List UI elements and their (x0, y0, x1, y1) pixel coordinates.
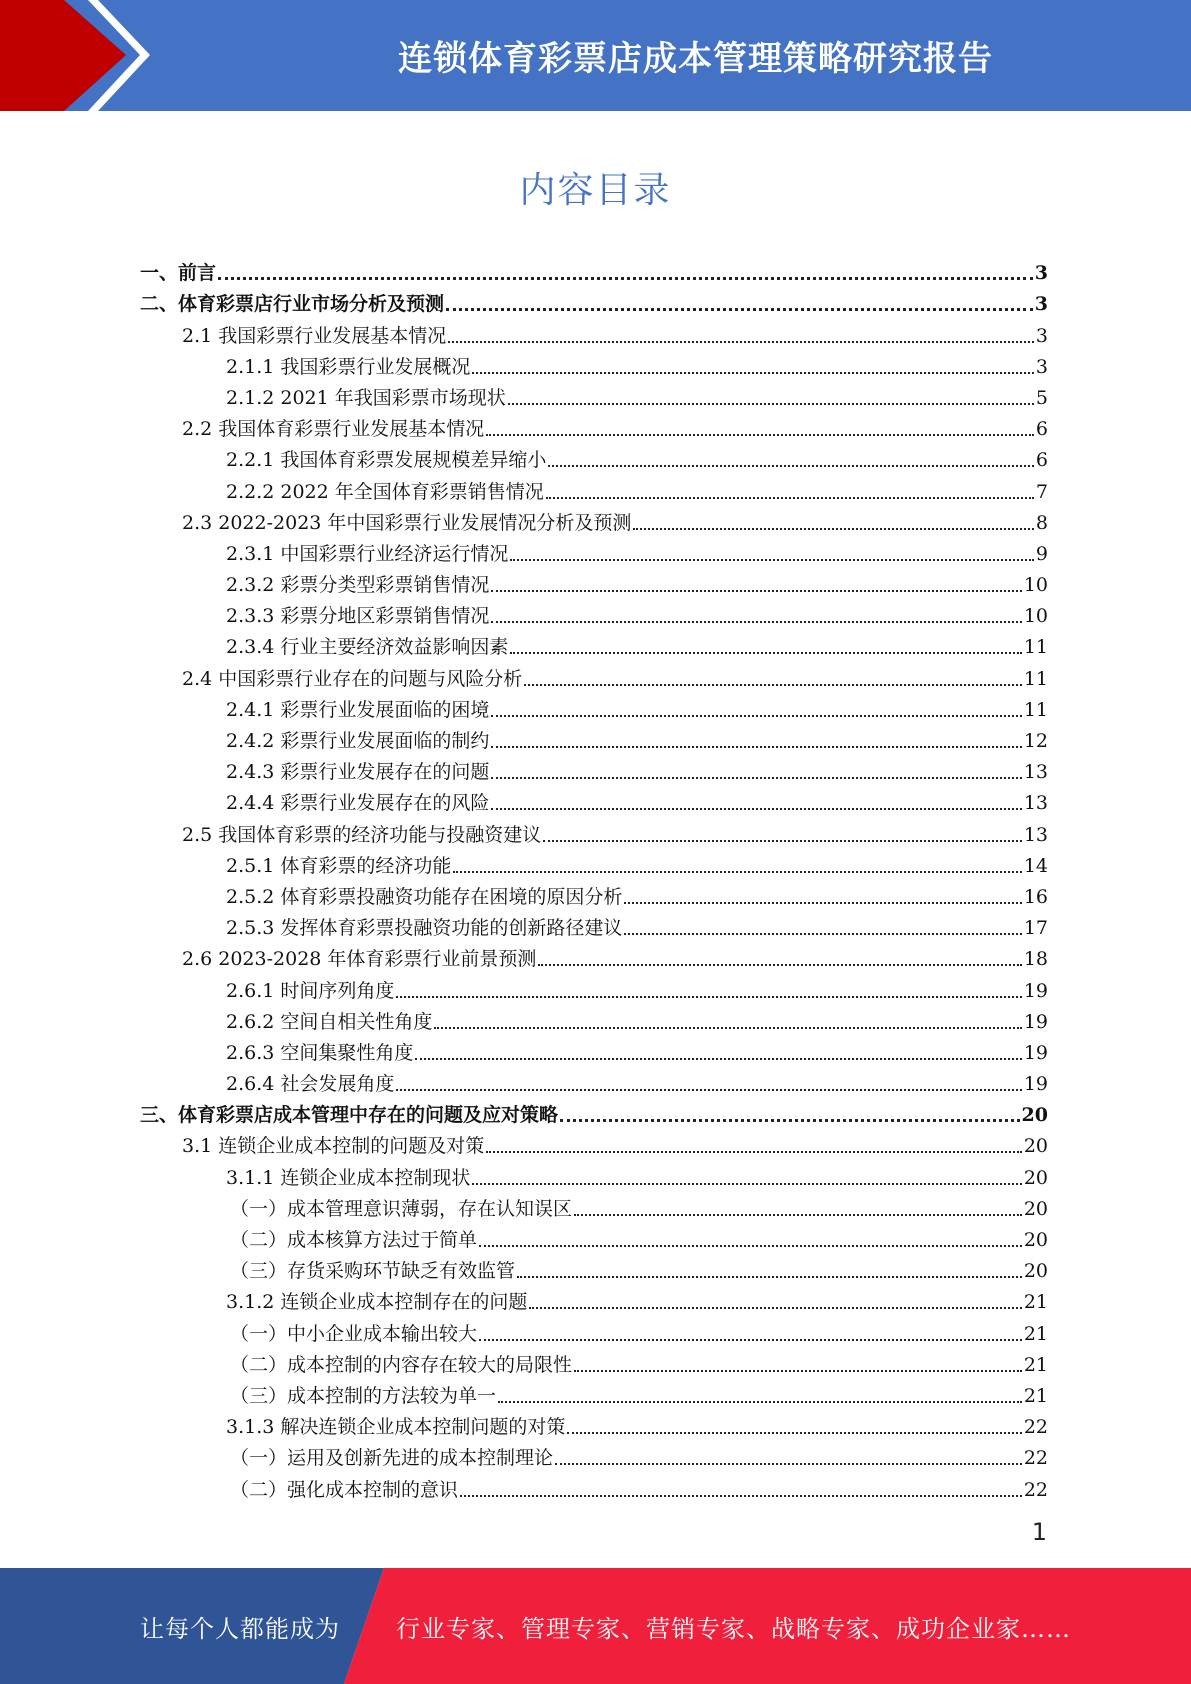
toc-entry-label: （二）强化成本控制的意识 (230, 1478, 459, 1501)
toc-entry[interactable] (140, 1158, 1048, 1189)
toc-entry[interactable] (140, 909, 1048, 940)
toc-entry-label: 2.4.1 彩票行业发展面临的困境 (226, 698, 490, 721)
toc-leader-dots (472, 1183, 1021, 1185)
toc-entry-label: 2.3.1 中国彩票行业经济运行情况 (226, 542, 509, 565)
toc-entry-label: 2.6.3 空间集聚性角度 (226, 1041, 414, 1064)
toc-entry[interactable] (140, 1470, 1048, 1501)
toc-entry-page: 6 (1035, 449, 1048, 472)
toc-entry-page: 22 (1023, 1478, 1048, 1501)
toc-leader-dots (453, 871, 1021, 873)
toc-entry-label: 2.6.4 社会发展角度 (226, 1073, 395, 1096)
toc-entry[interactable] (140, 847, 1048, 878)
toc-entry-page: 9 (1035, 542, 1048, 565)
toc-entry-page: 14 (1023, 854, 1048, 877)
toc-entry[interactable] (140, 535, 1048, 566)
footer-slogan-left: 让每个人都能成为 (140, 1614, 340, 1643)
toc-entry-label: 2.2.2 2022 年全国体育彩票销售情况 (226, 480, 544, 503)
report-title: 连锁体育彩票店成本管理策略研究报告 (398, 39, 993, 79)
toc-entry-page: 8 (1035, 511, 1048, 534)
toc-entry-page: 19 (1023, 1010, 1048, 1033)
toc-entry[interactable] (140, 1439, 1048, 1470)
toc-entry-page: 11 (1023, 636, 1048, 659)
toc-leader-dots (529, 1307, 1021, 1309)
toc-entry[interactable] (140, 659, 1048, 690)
toc-entry-page: 13 (1023, 792, 1048, 815)
toc-entry-label: 3.1.3 解决连锁企业成本控制问题的对策 (226, 1416, 566, 1439)
toc-leader-dots (396, 996, 1021, 998)
toc-entry-page: 5 (1035, 386, 1048, 409)
toc-entry[interactable] (140, 1221, 1048, 1252)
toc-entry-label: 2.6.1 时间序列角度 (226, 979, 395, 1002)
toc-entry-page: 7 (1035, 480, 1048, 503)
toc-leader-dots (624, 902, 1021, 904)
toc-entry[interactable] (140, 379, 1048, 410)
toc-entry[interactable] (140, 1408, 1048, 1439)
toc-entry-page: 20 (1023, 1197, 1048, 1220)
toc-entry[interactable] (140, 878, 1048, 909)
toc-entry-label: 2.2 我国体育彩票行业发展基本情况 (182, 418, 485, 441)
toc-entry-page: 3 (1034, 293, 1048, 316)
toc-entry-page: 20 (1021, 1104, 1048, 1127)
toc-entry-label: 2.3.4 行业主要经济效益影响因素 (226, 636, 509, 659)
toc-entry[interactable] (140, 1034, 1048, 1065)
toc-entry-label: 2.5.1 体育彩票的经济功能 (226, 854, 452, 877)
toc-entry-label: 3.1.2 连锁企业成本控制存在的问题 (226, 1291, 528, 1314)
toc-entry-page: 21 (1023, 1353, 1048, 1376)
toc-leader-dots (560, 1119, 1020, 1122)
toc-entry-label: 2.1.2 2021 年我国彩票市场现状 (226, 386, 506, 409)
toc-entry-page: 11 (1023, 698, 1048, 721)
toc-entry-label: 2.4.2 彩票行业发展面临的制约 (226, 730, 490, 752)
toc-entry-page: 3 (1035, 355, 1048, 378)
table-of-contents (140, 254, 1048, 1502)
toc-entry[interactable] (140, 815, 1048, 846)
toc-entry-page: 19 (1023, 1041, 1048, 1064)
toc-leader-dots (508, 403, 1034, 405)
toc-entry-page: 17 (1023, 917, 1048, 940)
toc-leader-dots (434, 1027, 1021, 1029)
toc-leader-dots (538, 964, 1021, 966)
toc-entry-label: 2.5 我国体育彩票的经济功能与投融资建议 (182, 823, 542, 846)
toc-leader-dots (543, 840, 1022, 842)
footer-slogan-right: 行业专家、管理专家、营销专家、战略专家、成功企业家…… (396, 1614, 1071, 1643)
toc-leader-dots (218, 277, 1033, 280)
toc-leader-dots (486, 434, 1034, 436)
toc-leader-dots (491, 621, 1021, 623)
toc-entry[interactable] (140, 1003, 1048, 1034)
toc-entry[interactable] (140, 597, 1048, 628)
toc-entry-page: 18 (1023, 948, 1048, 971)
toc-entry-label: （二）成本控制的内容存在较大的局限性 (230, 1353, 573, 1376)
toc-entry[interactable] (140, 1377, 1048, 1408)
toc-entry[interactable] (140, 1127, 1048, 1158)
toc-heading: 内容目录 (519, 170, 672, 211)
toc-leader-dots (446, 308, 1033, 311)
toc-entry-page: 20 (1023, 1229, 1048, 1251)
footer-band (0, 1568, 1191, 1684)
toc-entry-label: （三）存货采购环节缺乏有效监管 (230, 1260, 516, 1283)
toc-entry[interactable] (140, 940, 1048, 971)
toc-leader-dots (491, 746, 1021, 748)
toc-entry-page: 10 (1023, 574, 1048, 597)
toc-leader-dots (574, 1214, 1022, 1216)
toc-entry[interactable] (140, 1314, 1048, 1345)
toc-entry[interactable] (140, 753, 1048, 784)
toc-entry-label: 2.3 2022-2023 年中国彩票行业发展情况分析及预测 (182, 511, 632, 534)
toc-leader-dots (448, 341, 1034, 343)
toc-entry-page: 6 (1035, 418, 1048, 441)
toc-entry-page: 20 (1023, 1135, 1048, 1158)
toc-entry-label: （三）成本控制的方法较为单一 (230, 1384, 497, 1407)
toc-entry-page: 20 (1023, 1166, 1048, 1189)
toc-entry[interactable] (140, 971, 1048, 1002)
toc-entry-label: 2.5.2 体育彩票投融资功能存在困境的原因分析 (226, 885, 623, 908)
toc-entry-page: 3 (1035, 324, 1048, 347)
toc-entry-label: 三、体育彩票店成本管理中存在的问题及应对策略 (140, 1104, 559, 1127)
toc-entry[interactable] (140, 566, 1048, 597)
toc-entry[interactable] (140, 1096, 1048, 1127)
toc-entry-label: 2.1 我国彩票行业发展基本情况 (182, 324, 447, 347)
toc-entry[interactable] (140, 504, 1048, 535)
toc-entry[interactable] (140, 254, 1048, 285)
toc-leader-dots (546, 497, 1034, 499)
toc-entry-page: 22 (1023, 1416, 1048, 1439)
toc-leader-dots (491, 715, 1021, 717)
toc-entry-page: 20 (1023, 1260, 1048, 1283)
toc-leader-dots (524, 684, 1022, 686)
toc-leader-dots (548, 465, 1034, 467)
toc-entry-label: 2.6 2023-2028 年体育彩票行业前景预测 (182, 948, 537, 971)
toc-entry-page: 12 (1023, 730, 1048, 752)
toc-entry-page: 21 (1023, 1322, 1048, 1345)
toc-entry[interactable] (140, 628, 1048, 659)
toc-entry-page: 13 (1023, 823, 1048, 846)
toc-leader-dots (624, 933, 1021, 935)
toc-entry-page: 11 (1023, 667, 1048, 690)
toc-entry-label: 2.4 中国彩票行业存在的问题与风险分析 (182, 667, 523, 690)
page-number: 1 (1031, 1518, 1047, 1546)
toc-leader-dots (517, 1276, 1022, 1278)
toc-entry-label: 2.5.3 发挥体育彩票投融资功能的创新路径建议 (226, 917, 623, 940)
toc-entry-label: 2.3.3 彩票分地区彩票销售情况 (226, 605, 490, 628)
toc-entry-label: （二）成本核算方法过于简单 (230, 1229, 478, 1251)
toc-leader-dots (491, 808, 1021, 810)
toc-leader-dots (574, 1370, 1022, 1372)
toc-entry[interactable] (140, 1190, 1048, 1221)
toc-entry-page: 22 (1023, 1447, 1048, 1470)
toc-entry[interactable] (140, 1065, 1048, 1096)
toc-leader-dots (498, 1401, 1022, 1403)
toc-leader-dots (491, 777, 1021, 779)
toc-entry-label: （一）成本管理意识薄弱，存在认知误区 (230, 1197, 573, 1220)
toc-entry-page: 21 (1023, 1291, 1048, 1314)
toc-leader-dots (567, 1432, 1021, 1434)
toc-entry-page: 21 (1023, 1384, 1048, 1407)
toc-leader-dots (510, 559, 1034, 561)
toc-leader-dots (415, 1058, 1021, 1060)
toc-leader-dots (479, 1339, 1022, 1341)
toc-entry[interactable] (140, 348, 1048, 379)
toc-entry-label: 2.4.4 彩票行业发展存在的风险 (226, 792, 490, 815)
toc-entry[interactable] (140, 285, 1048, 316)
header-band (0, 0, 1191, 111)
toc-entry[interactable] (140, 316, 1048, 347)
toc-entry[interactable] (140, 1283, 1048, 1314)
toc-entry-label: （一）中小企业成本输出较大 (230, 1322, 478, 1345)
toc-entry-label: 2.1.1 我国彩票行业发展概况 (226, 355, 471, 378)
toc-entry-page: 19 (1023, 979, 1048, 1002)
toc-entry-page: 13 (1023, 761, 1048, 784)
toc-entry-label: 2.4.3 彩票行业发展存在的问题 (226, 761, 490, 784)
toc-leader-dots (472, 372, 1034, 374)
toc-leader-dots (555, 1463, 1022, 1465)
red-arrow-decoration (0, 0, 160, 111)
toc-entry[interactable] (140, 441, 1048, 472)
toc-entry[interactable] (140, 784, 1048, 815)
toc-leader-dots (486, 1151, 1022, 1153)
toc-entry-label: 3.1 连锁企业成本控制的问题及对策 (182, 1135, 485, 1158)
toc-entry[interactable] (140, 410, 1048, 441)
toc-leader-dots (633, 528, 1033, 530)
toc-leader-dots (460, 1495, 1022, 1497)
toc-leader-dots (479, 1245, 1022, 1247)
toc-leader-dots (491, 590, 1021, 592)
toc-entry-label: （一）运用及创新先进的成本控制理论 (230, 1447, 554, 1470)
toc-entry-label: 3.1.1 连锁企业成本控制现状 (226, 1166, 471, 1189)
toc-entry-label: 2.2.1 我国体育彩票发展规模差异缩小 (226, 449, 547, 472)
toc-entry[interactable] (140, 1252, 1048, 1283)
toc-leader-dots (396, 1089, 1021, 1091)
toc-entry[interactable] (140, 1346, 1048, 1377)
toc-entry-page: 3 (1034, 262, 1048, 285)
toc-entry-label: 2.6.2 空间自相关性角度 (226, 1010, 433, 1033)
toc-entry-page: 10 (1023, 605, 1048, 628)
toc-entry-page: 19 (1023, 1073, 1048, 1096)
toc-entry-label: 二、体育彩票店行业市场分析及预测 (140, 293, 445, 316)
toc-entry[interactable] (140, 691, 1048, 722)
toc-entry[interactable] (140, 722, 1048, 753)
toc-entry-label: 2.3.2 彩票分类型彩票销售情况 (226, 574, 490, 597)
toc-entry[interactable] (140, 472, 1048, 503)
toc-leader-dots (510, 652, 1021, 654)
toc-entry-page: 16 (1023, 885, 1048, 908)
toc-entry-label: 一、前言 (140, 262, 217, 285)
